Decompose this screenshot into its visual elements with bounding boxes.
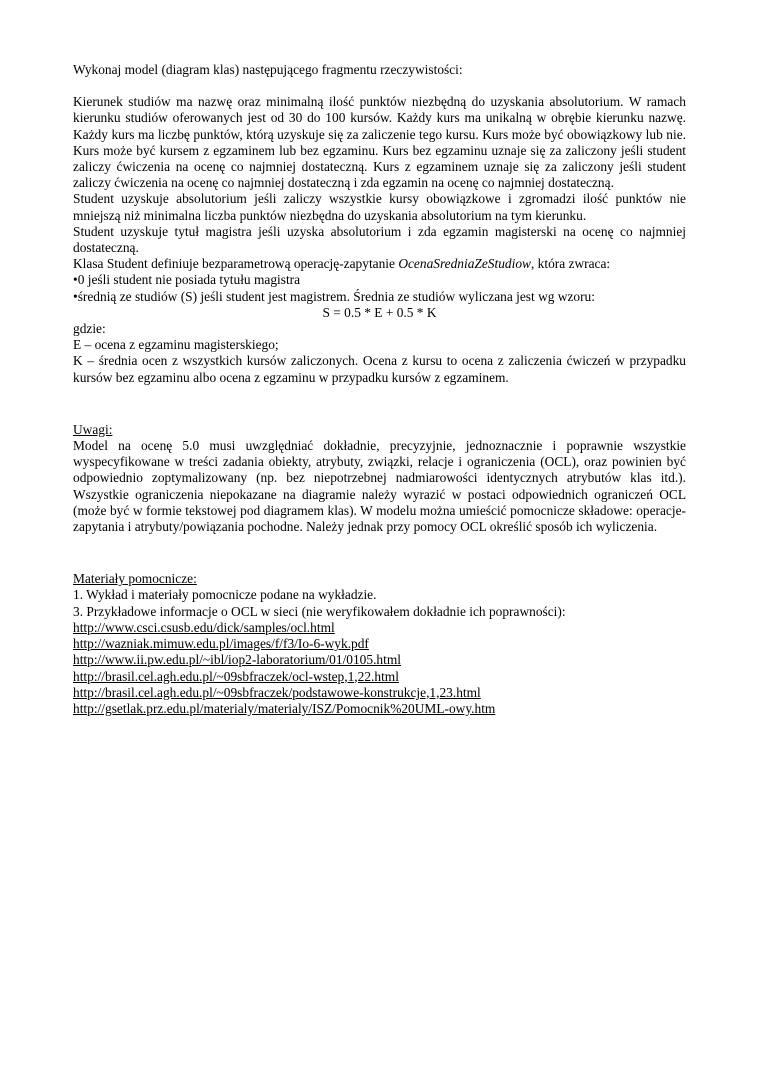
ocl-link-wazniak[interactable]: http://wazniak.mimuw.edu.pl/images/f/f3/Io-6-wyk.pdf	[73, 636, 369, 652]
uwagi-paragraph: Model na ocenę 5.0 musi uwzględniać dokładnie, precyzyjnie, jednoznacznie i poprawnie wszystkie wyspecyfikowane w treści zadania obiekty, atrybuty, związki, relacje i ograniczenia (OCL), oraz powinien być odpowiednio zoptymalizowany (np. bez niepotrzebnej nadmiarowości identycznych atrybutów klas itd.). Wszystkie ograniczenia niepokazane na diagramie należy wyrazić w postaci odpowiednich ograniczeń OCL (może być w formie tekstowej pod diagramem klas). W modelu można umieścić pomocnicze składowe: operacje-zapytania i atrybuty/powiązania pochodne. Należy jednak przy pomocy OCL określić sposób ich wyliczenia.	[73, 438, 686, 535]
spacer	[73, 78, 686, 94]
materialy-item-1: 1. Wykład i materiały pomocnicze podane na wykładzie.	[73, 587, 377, 603]
ocl-link-prz[interactable]: http://gsetlak.prz.edu.pl/materialy/materialy/ISZ/Pomocnik%20UML-owy.htm	[73, 700, 496, 716]
paragraph-kierunek: Kierunek studiów ma nazwę oraz minimalną ilość punktów niezbędną do uzyskania absolutorium. W ramach kierunku studiów oferowanych jest od 30 do 100 kursów. Każdy kurs ma unikalną w obrębie kierunku nazwę. Każdy kurs ma liczbę punktów, którą uzyskuje się za zaliczenie tego kursu. Kurs może być obowiązkowy lub nie. Kurs może być kursem z egzaminem lub bez egzaminu. Kurs bez egzaminu uznaje się za zaliczony jeśli student zaliczy ćwiczenia na ocenę co najmniej dostateczną. Kurs z egzaminem uznaje się za zaliczony jeśli student zaliczy ćwiczenia na ocenę co najmniej dostateczną i zda egzamin na ocenę co najmniej dostateczną.	[73, 94, 686, 191]
operacja-text-end: , która zwraca:	[530, 256, 611, 272]
ocl-link-pw[interactable]: http://www.ii.pw.edu.pl/~ibl/iop2-laboratorium/01/0105.html	[73, 652, 401, 668]
operacja-name: OcenaSredniaZeStudiow	[398, 256, 531, 272]
intro-line: Wykonaj model (diagram klas) następującego fragmentu rzeczywistości:	[73, 62, 463, 77]
definition-k: K – średnia ocen z wszystkich kursów zaliczonych. Ocena z kursu to ocena z zaliczenia ćwiczeń w przypadku kursów bez egzaminu albo ocena z egzaminu w przypadku kursów z egzaminem.	[73, 353, 686, 385]
spacer	[73, 386, 686, 422]
materialy-heading-text: Materiały pomocnicze:	[73, 571, 197, 587]
operacja-text: Klasa Student definiuje bezparametrową operację-zapytanie	[73, 256, 399, 272]
ocl-link-agh-wstep[interactable]: http://brasil.cel.agh.edu.pl/~09sbfraczek/ocl-wstep,1,22.html	[73, 668, 399, 684]
gdzie-label: gdzie:	[73, 321, 106, 337]
definition-e: E – ocena z egzaminu magisterskiego;	[73, 337, 279, 353]
paragraph-absolutorium: Student uzyskuje absolutorium jeśli zaliczy wszystkie kursy obowiązkowe i zgromadzi ilość punktów nie mniejszą niż minimalna liczba punktów niezbędna do uzyskania absolutorium na tym kierunku.	[73, 191, 686, 223]
document-page	[73, 62, 686, 717]
materialy-item-3: 3. Przykładowe informacje o OCL w sieci (nie weryfikowałem dokładnie ich poprawności):	[73, 603, 566, 619]
bullet-item-srednia: •średnią ze studiów (S) jeśli student jest magistrem. Średnia ze studiów wyliczana jest wg wzoru:	[73, 288, 595, 304]
spacer	[73, 535, 686, 571]
paragraph-magister: Student uzyskuje tytuł magistra jeśli uzyska absolutorium i zda egzamin magisterski na ocenę co najmniej dostateczną.	[73, 223, 686, 256]
bullet-item-zero: •0 jeśli student nie posiada tytułu magistra	[73, 272, 301, 288]
paragraph-operacja	[73, 256, 686, 272]
ocl-link-agh-konstrukcje[interactable]: http://brasil.cel.agh.edu.pl/~09sbfraczek/podstawowe-konstrukcje,1,23.html	[73, 684, 481, 700]
ocl-link-csusb[interactable]: http://www.csci.csusb.edu/dick/samples/ocl.html	[73, 619, 335, 635]
formula: S = 0.5 * E + 0.5 * K	[322, 304, 437, 320]
uwagi-heading: Uwagi:	[73, 421, 113, 437]
materialy-heading	[73, 571, 686, 587]
